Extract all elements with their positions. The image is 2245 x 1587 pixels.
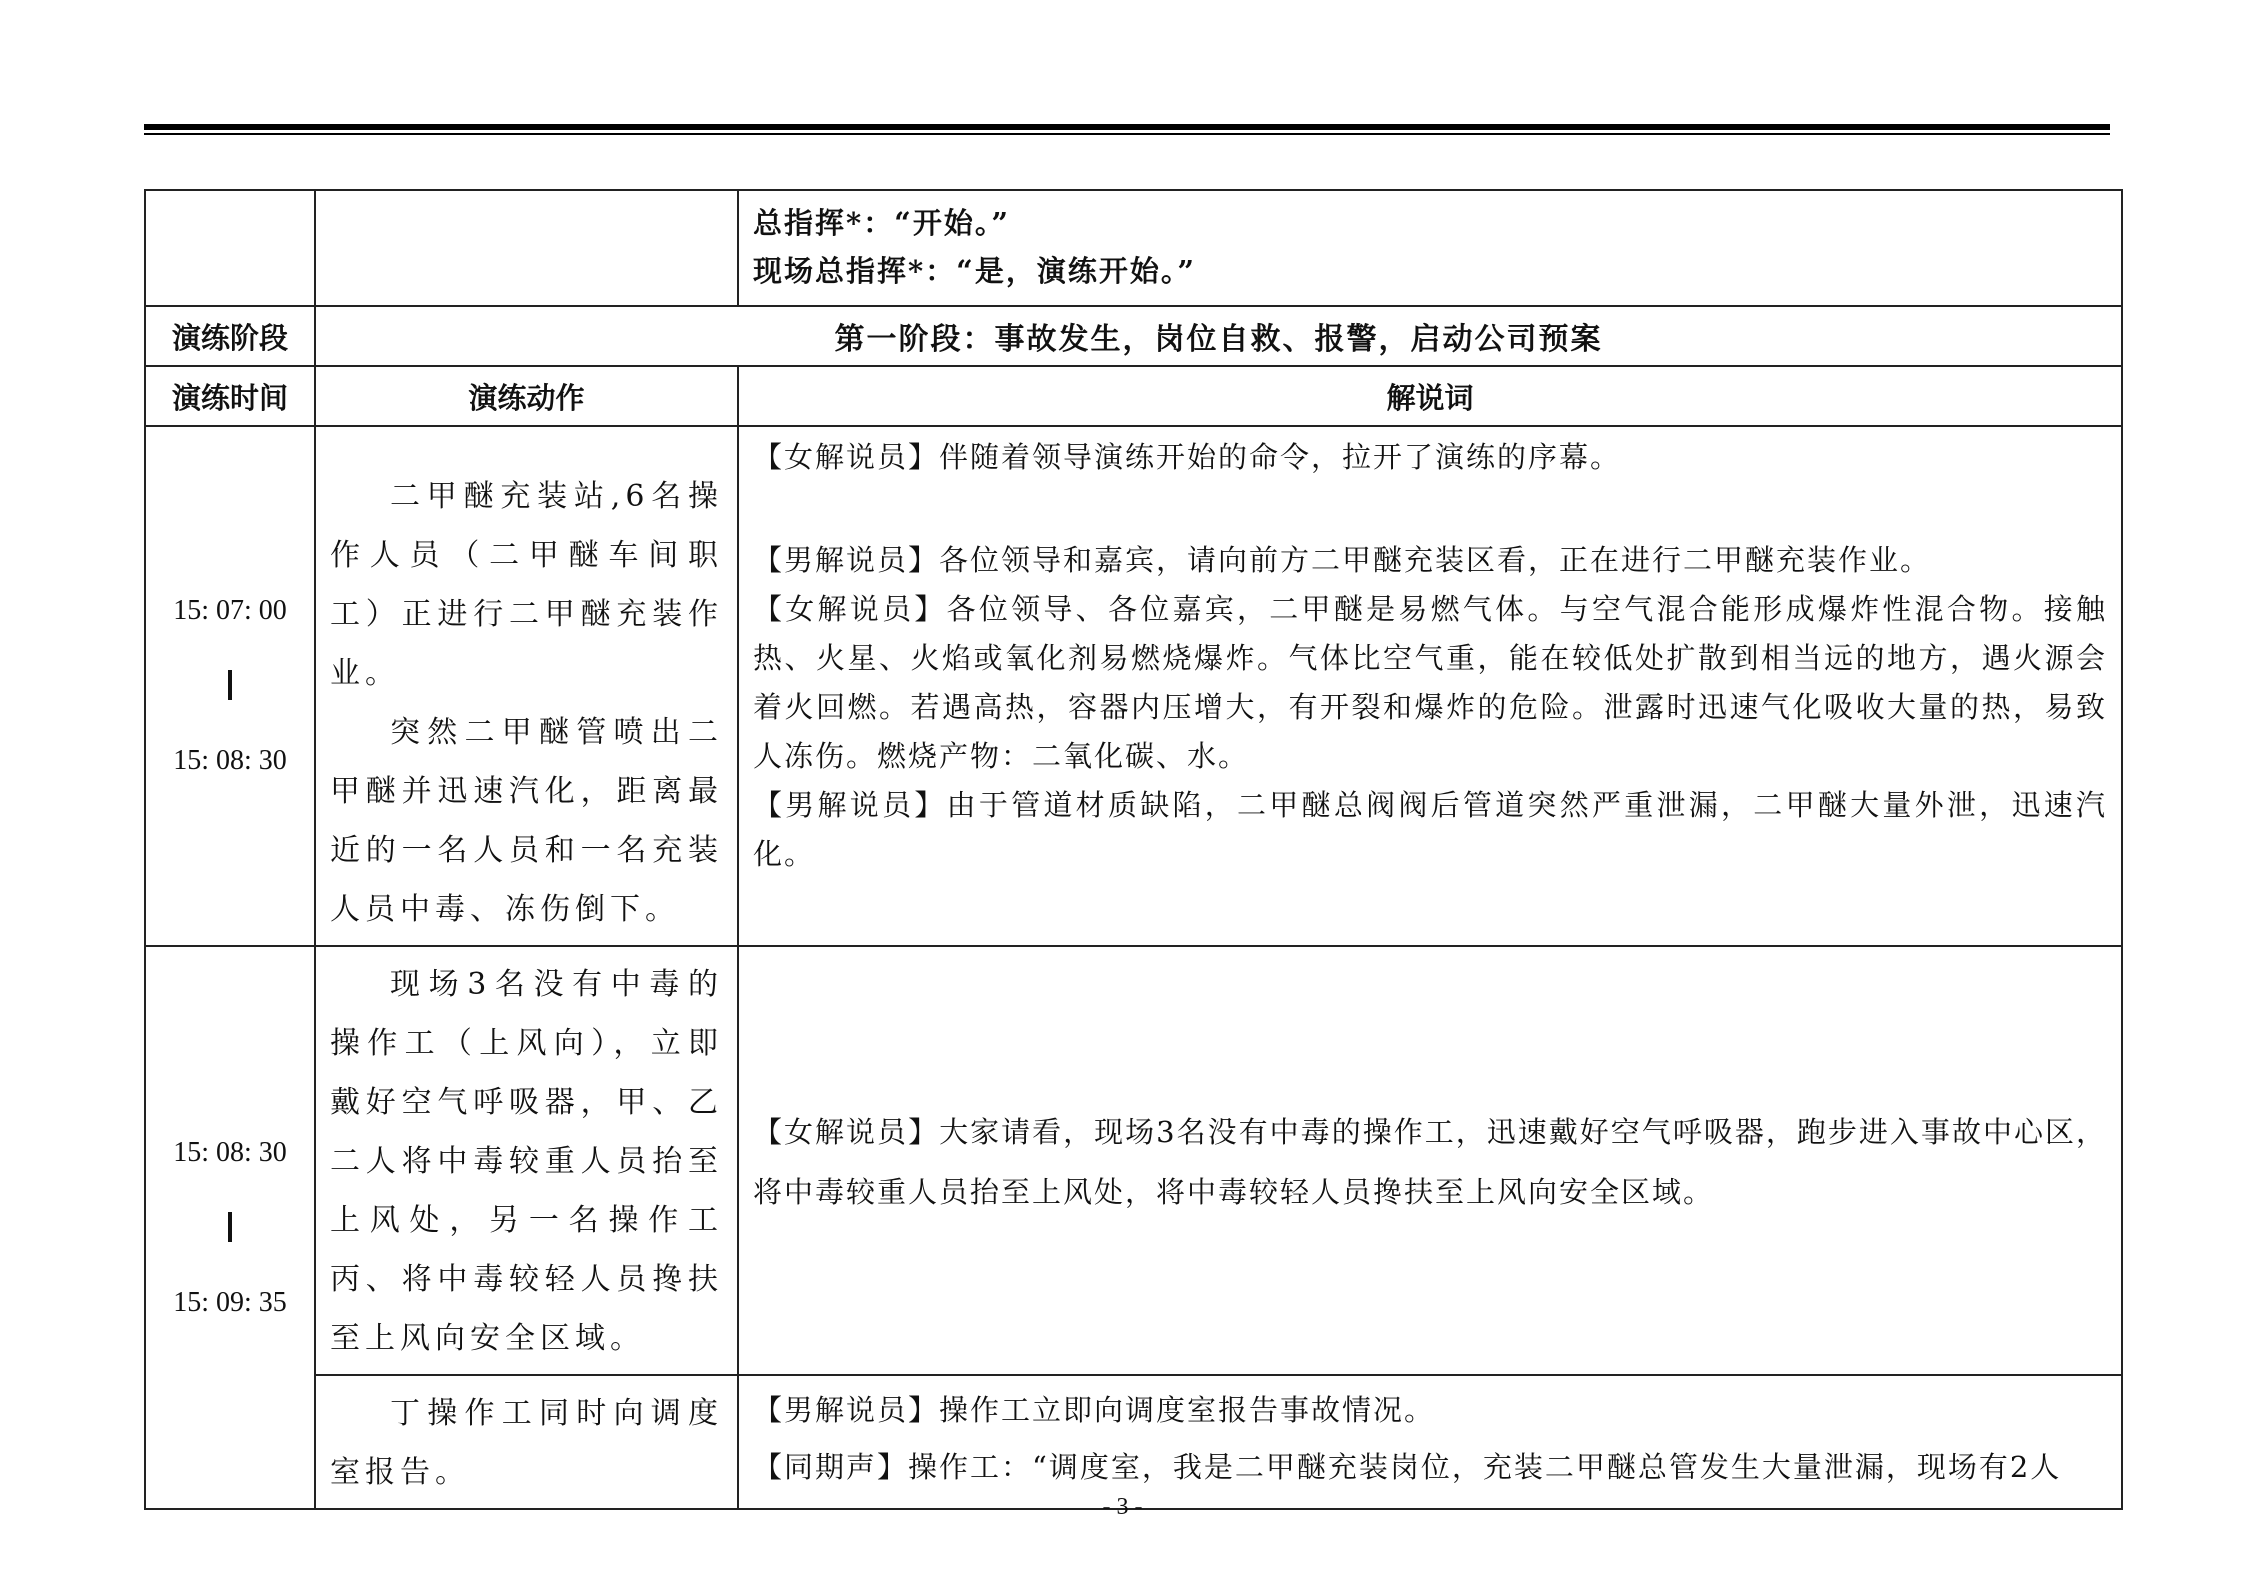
narration-cell bbox=[738, 946, 2122, 1375]
narration-line: 【同期声】操作工：“调度室，我是二甲醚充装岗位，充装二甲醚总管发生大量泄漏，现场有2人 bbox=[753, 1450, 2062, 1484]
stage-row bbox=[145, 306, 2122, 366]
narration-line: 【男解说员】各位领导和嘉宾，请向前方二甲醚充装区看，正在进行二甲醚充装作业。 bbox=[753, 543, 1932, 577]
narration-line: 【女解说员】大家请看，现场3名没有中毒的操作工，迅速戴好空气呼吸器，跑步进入事故中心区，将中毒较重人员抬至上风处，将中毒较轻人员搀扶至上风向安全区域。 bbox=[753, 1114, 2107, 1209]
action-paragraph: 二甲醚充装站,6名操作人员（二甲醚车间职工）正进行二甲醚充装作业。 bbox=[330, 479, 723, 691]
action-cell bbox=[315, 946, 738, 1375]
header-narration: 解说词 bbox=[738, 366, 2122, 426]
header-action: 演练动作 bbox=[315, 366, 738, 426]
time-end: 15: 08: 30 bbox=[173, 745, 287, 776]
time-start: 15: 07: 00 bbox=[173, 595, 287, 626]
empty-cell bbox=[145, 190, 315, 306]
stage-label: 演练阶段 bbox=[145, 306, 315, 366]
drill-script-table bbox=[144, 189, 2123, 1510]
time-start: 15: 08: 30 bbox=[173, 1136, 287, 1168]
header-rule-thin bbox=[144, 133, 2110, 135]
stage-title: 第一阶段：事故发生，岗位自救、报警，启动公司预案 bbox=[315, 306, 2122, 366]
narration-line: 【女解说员】伴随着领导演练开始的命令，拉开了演练的序幕。 bbox=[753, 440, 1622, 474]
command-line: 现场总指挥*：“是，演练开始。” bbox=[753, 254, 1197, 288]
action-cell bbox=[315, 1375, 738, 1509]
empty-cell bbox=[315, 190, 738, 306]
narration-cell bbox=[738, 1375, 2122, 1509]
narration-line: 【女解说员】各位领导、各位嘉宾，二甲醚是易燃气体。与空气混合能形成爆炸性混合物。接触热、火星、火焰或氧化剂易燃烧爆炸。气体比空气重，能在较低处扩散到相当远的地方，遇火源会着火回燃。若遇高热，容器内压增大，有开裂和爆炸的危险。泄露时迅速气化吸收大量的热，易致人冻伤。燃烧产物：二氧化碳、水。 bbox=[753, 592, 2107, 773]
narration-cell bbox=[738, 426, 2122, 946]
action-paragraph: 突然二甲醚管喷出二甲醚并迅速汽化，距离最近的一名人员和一名充装人员中毒、冻伤倒下。 bbox=[330, 715, 723, 927]
time-end: 15: 09: 35 bbox=[173, 1286, 287, 1318]
command-row bbox=[145, 190, 2122, 306]
table-row bbox=[145, 1375, 2122, 1509]
time-range bbox=[145, 946, 315, 1509]
page-number: - 3 - bbox=[1102, 1494, 1143, 1520]
time-range-divider bbox=[228, 670, 232, 700]
narration-line: 【男解说员】操作工立即向调度室报告事故情况。 bbox=[753, 1393, 1436, 1427]
header-row bbox=[145, 366, 2122, 426]
header-rule-thick bbox=[144, 124, 2110, 130]
action-cell bbox=[315, 426, 738, 946]
command-line: 总指挥*：“开始。” bbox=[753, 206, 1011, 240]
narration-line: 【男解说员】由于管道材质缺陷，二甲醚总阀阀后管道突然严重泄漏，二甲醚大量外泄，迅速汽化。 bbox=[753, 788, 2107, 871]
action-paragraph: 现场3名没有中毒的操作工（上风向），立即戴好空气呼吸器，甲、乙二人将中毒较重人员抬至上风处，另一名操作工丙、将中毒较轻人员搀扶至上风向安全区域。 bbox=[330, 967, 723, 1356]
action-paragraph: 丁操作工同时向调度室报告。 bbox=[330, 1396, 723, 1490]
table-row bbox=[145, 946, 2122, 1375]
command-cell bbox=[738, 190, 2122, 306]
time-range bbox=[145, 426, 315, 946]
header-time: 演练时间 bbox=[145, 366, 315, 426]
table-row bbox=[145, 426, 2122, 946]
time-range-divider bbox=[228, 1212, 232, 1242]
